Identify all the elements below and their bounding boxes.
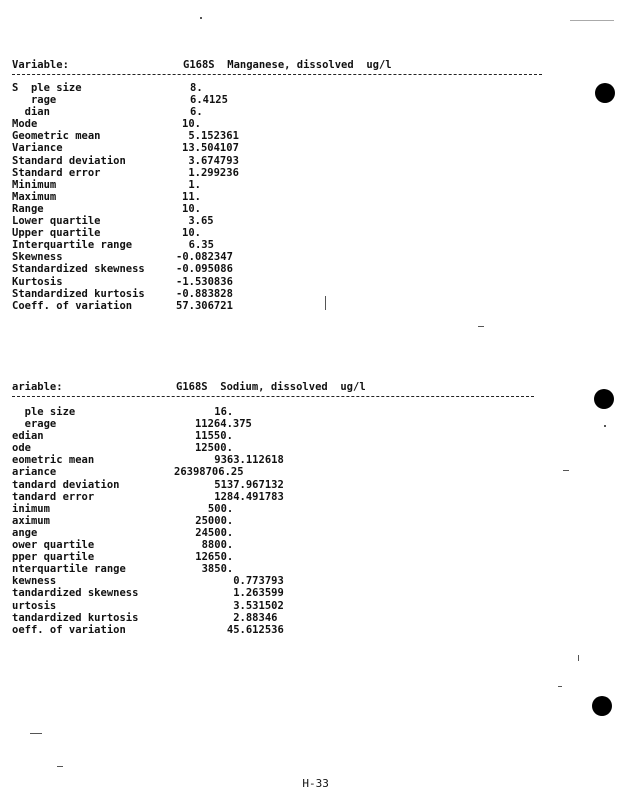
- stat-value: 11.: [182, 190, 201, 203]
- stat-label: nterquartile range: [12, 563, 126, 576]
- table-row: [12, 515, 332, 527]
- stat-label: ple size: [12, 406, 76, 418]
- stat-label: tandard deviation: [12, 478, 120, 491]
- stat-label: ower quartile: [12, 539, 95, 552]
- table-row: [12, 430, 332, 442]
- scan-speck: [325, 296, 326, 310]
- scan-speck: [563, 470, 569, 471]
- table-row: [12, 155, 312, 167]
- stat-label: ariance: [12, 466, 57, 479]
- stat-value: -0.883828: [176, 287, 233, 300]
- table-row: [12, 551, 332, 563]
- stat-value: 5.152361: [182, 130, 239, 143]
- binder-hole-punch: [592, 696, 612, 716]
- stat-value: 6.: [190, 106, 203, 119]
- table-row: [12, 288, 312, 300]
- stat-value: 6.35: [176, 239, 214, 252]
- stat-label: dian: [12, 106, 50, 119]
- stat-value: 3.531502: [170, 599, 284, 612]
- stat-value: 5137.967132: [170, 478, 284, 491]
- stats-section-manganese: [12, 59, 618, 312]
- table-row: [12, 624, 332, 636]
- table-row: [12, 227, 312, 239]
- stat-label: Kurtosis: [12, 275, 63, 288]
- stat-label: edian: [12, 430, 44, 443]
- table-row: [12, 442, 332, 454]
- stat-label: Standard deviation: [12, 154, 126, 167]
- table-row: [12, 263, 312, 275]
- stat-value: 16.: [170, 406, 234, 418]
- stat-label: Mode: [12, 118, 38, 131]
- stat-label: pper quartile: [12, 551, 95, 564]
- stat-label: tandardized kurtosis: [12, 611, 139, 624]
- stat-value: -0.082347: [176, 251, 233, 264]
- stat-value: 1284.491783: [170, 490, 284, 503]
- page-number: [0, 766, 618, 790]
- table-row: [12, 142, 312, 154]
- stat-value: 10.: [182, 118, 201, 131]
- stat-value: -1.530836: [176, 275, 233, 288]
- scan-speck: [558, 686, 562, 687]
- stat-value: 57.306721: [176, 299, 233, 312]
- table-row: [12, 276, 312, 288]
- stat-label: Maximum: [12, 190, 57, 203]
- stat-value: 26398706.25: [174, 466, 244, 479]
- scan-speck: [570, 20, 614, 21]
- stat-label: kewness: [12, 575, 57, 588]
- table-row: [12, 215, 312, 227]
- stat-value: 11264.375: [176, 418, 252, 431]
- stat-label: Standard error: [12, 166, 101, 179]
- stat-label: Variance: [12, 142, 63, 155]
- table-row: [12, 406, 332, 418]
- stat-label: ange: [12, 526, 38, 539]
- table-row: [12, 539, 332, 551]
- stat-value: 25000.: [170, 514, 234, 527]
- table-row: [12, 167, 312, 179]
- table-row: [12, 130, 312, 142]
- stat-label: urtosis: [12, 599, 57, 612]
- table-row: [12, 600, 332, 612]
- stat-label: Upper quartile: [12, 227, 101, 240]
- stat-value: 1.: [182, 178, 201, 191]
- stat-value: 24500.: [170, 526, 234, 539]
- table-row: [12, 418, 332, 430]
- stat-label: Standardized kurtosis: [12, 287, 145, 300]
- stat-label: Skewness: [12, 251, 63, 264]
- variable-title: G168S Manganese, dissolved ug/l: [183, 59, 392, 71]
- header-divider: [12, 74, 542, 75]
- stat-label: Coeff. of variation: [12, 299, 133, 312]
- table-row: [12, 239, 312, 251]
- stat-value: 8800.: [170, 539, 234, 552]
- table-row: [12, 491, 332, 503]
- stats-table: [12, 82, 312, 312]
- stat-label: oeff. of variation: [12, 623, 126, 636]
- stat-value: 0.773793: [170, 575, 284, 588]
- stat-value: 12650.: [170, 551, 234, 564]
- table-row: [12, 612, 332, 624]
- table-row: [12, 82, 312, 94]
- stat-value: 11550.: [176, 430, 233, 443]
- stat-value: 500.: [170, 502, 234, 515]
- scan-speck: [578, 655, 579, 661]
- table-row: [12, 563, 332, 575]
- table-row: [12, 191, 312, 203]
- table-row: [12, 203, 312, 215]
- table-row: [12, 106, 312, 118]
- stat-value: 13.504107: [182, 142, 239, 155]
- stat-value: 10.: [182, 227, 201, 240]
- stat-label: tandard error: [12, 490, 95, 503]
- table-row: [12, 587, 332, 599]
- stat-label: aximum: [12, 514, 50, 527]
- table-row: [12, 251, 312, 263]
- variable-label: Variable:: [12, 59, 69, 71]
- stat-label: eometric mean: [12, 454, 95, 467]
- stats-table: [12, 406, 332, 636]
- stat-value: 2.88346: [170, 611, 278, 624]
- table-row: [12, 503, 332, 515]
- stat-label: Interquartile range: [12, 239, 133, 252]
- scan-speck: [478, 326, 484, 327]
- stat-label: Geometric mean: [12, 130, 101, 143]
- table-row: [12, 454, 332, 466]
- stat-label: ode: [12, 442, 31, 455]
- stat-value: 9363.112618: [170, 454, 284, 467]
- stat-value: 10.: [182, 202, 201, 215]
- header-divider: [12, 396, 534, 397]
- stat-label: S ple size: [12, 82, 82, 94]
- table-row: [12, 179, 312, 191]
- page-number-text: H-33: [302, 777, 329, 791]
- variable-label: ariable:: [12, 381, 63, 393]
- stat-value: 6.4125: [190, 94, 228, 107]
- stat-value: 8.: [190, 82, 203, 94]
- stat-value: 1.299236: [182, 166, 239, 179]
- table-row: [12, 527, 332, 539]
- table-row: [12, 479, 332, 491]
- table-row: [12, 94, 312, 106]
- scan-speck: [30, 733, 42, 734]
- binder-hole-punch: [595, 83, 615, 103]
- table-row: [12, 466, 332, 478]
- scan-speck: [604, 425, 606, 427]
- stat-value: 45.612536: [170, 623, 284, 636]
- stat-label: inimum: [12, 502, 50, 515]
- variable-title: G168S Sodium, dissolved ug/l: [176, 381, 366, 393]
- variable-header: [12, 59, 618, 73]
- stat-value: 3850.: [170, 563, 234, 576]
- stat-value: 3.65: [182, 215, 214, 228]
- binder-hole-punch: [594, 389, 614, 409]
- stat-value: -0.095086: [176, 263, 233, 276]
- stats-section-sodium: [12, 381, 618, 636]
- table-row: [12, 118, 312, 130]
- stat-label: Minimum: [12, 178, 57, 191]
- stat-label: Range: [12, 202, 44, 215]
- stat-value: 3.674793: [182, 154, 239, 167]
- stat-label: Standardized skewness: [12, 263, 145, 276]
- stat-label: erage: [12, 418, 57, 431]
- stat-label: rage: [12, 94, 57, 107]
- stat-label: Lower quartile: [12, 215, 101, 228]
- scan-speck: [200, 17, 202, 19]
- table-row: [12, 300, 312, 312]
- stat-label: tandardized skewness: [12, 587, 139, 600]
- table-row: [12, 575, 332, 587]
- stat-value: 12500.: [176, 442, 233, 455]
- stat-value: 1.263599: [170, 587, 284, 600]
- variable-header: [12, 381, 618, 395]
